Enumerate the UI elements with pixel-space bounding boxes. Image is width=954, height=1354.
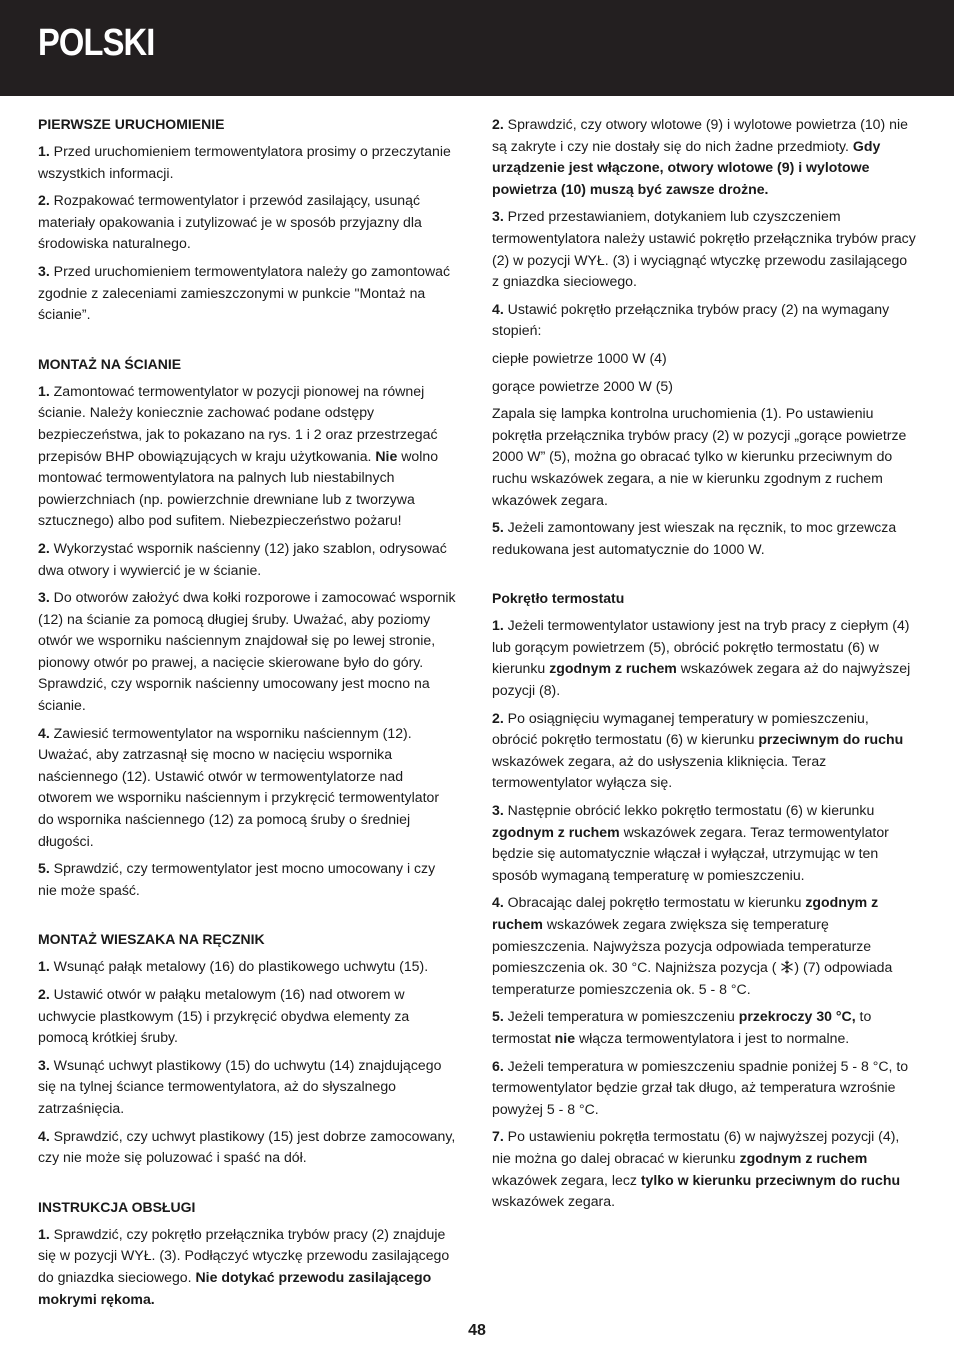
section-thermostat [492,588,916,1212]
paragraph: 1. Wsunąć pałąk metalowy (16) do plastikowego uchwytu (15). [38,958,429,975]
left-column [38,114,456,1316]
section-wall-mount [38,354,456,902]
paragraph: 1. Przed uruchomieniem termowentylatora prosimy o przeczytanie wszystkich informacji. [38,143,451,181]
section-heading: INSTRUKCJA OBSŁUGI [38,1198,196,1215]
paragraph: 3. Następnie obrócić lekko pokrętło termostatu (6) w kierunku zgodnym z ruchem wskazówek zegara. Teraz termowentylator będzie się automatycznie włączał i wyłączał, utrzymując w ten sposób wymaganą temperaturę w pomieszczeniu. [492,802,889,883]
paragraph: Zapala się lampka kontrolna uruchomienia (1). Po ustawieniu pokrętła przełącznika trybów pracy (2) w pozycji „gorące powietrze 2000 W” (5), można go obracać tylko w kierunku przeciwnym do ruchu wskazówek zegara, a nie w kierunku zgodnym z ruchem wkazówek zegara. [492,405,907,508]
paragraph: 2. Sprawdzić, czy otwory wlotowe (9) i wylotowe powietrza (10) nie są zakryte i czy nie dostały się do nich żadne przedmioty. Gdy urządzenie jest włączone, otwory wlotowe (9) i wylotowe powietrza (10) muszą być zawsze drożne. [492,116,908,197]
paragraph: 4. Zawiesić termowentylator na wsporniku naściennym (12). Uważać, aby zatrzasnął się mocno w nacięciu wspornika naściennego (12). Ustawić otwór w termowentylatorze nad otworem we wsporniku naściennym i przykręcić termowentylator do wspornika naściennego (12) za pomocą śruby o średniej długości. [38,724,440,849]
paragraph: 4. Ustawić pokrętło przełącznika trybów pracy (2) na wymagany stopień: [492,300,890,339]
option-hot-air: gorące powietrze 2000 W (5) [492,377,673,394]
page-header [0,0,954,96]
paragraph: 2. Po osiągnięciu wymaganej temperatury w pomieszczeniu, obrócić pokrętło termostatu (6) w kierunku przeciwnym do ruchu wskazówek zegara, aż do usłyszenia kliknięcia. Teraz termowentylator wyłącza się. [492,709,904,791]
paragraph: 5. Jeżeli zamontowany jest wieszak na ręcznik, to moc grzewcza redukowana jest automatycznie do 1000 W. [492,519,897,557]
paragraph: 1. Jeżeli termowentylator ustawiony jest na tryb pracy z ciepłym (4) lub gorącym powietrzem (5), obrócić pokrętło termostatu (6) w kierunku zgodnym z ruchem wskazówek zegara aż do najwyższej pozycji (8). [492,617,911,699]
paragraph: 3. Przed przestawianiem, dotykaniem lub czyszczeniem termowentylatora należy ustawić pokrętło przełącznika trybów pracy (2) w pozycji WYŁ. (3) i wyciągnąć wtyczkę przewodu zasilającego z gniazdka sieciowego. [492,208,916,290]
option-warm-air: ciepłe powietrze 1000 W (4) [492,349,667,366]
section-towel-rack [38,929,456,1168]
paragraph: 6. Jeżeli temperatura w pomieszczeniu spadnie poniżej 5 - 8 °C, to termowentylator będzie grzał tak długo, aż temperatura wzrośnie powyżej 5 - 8 °C. [492,1057,909,1117]
section-heading: PIERWSZE URUCHOMIENIE [38,116,225,132]
paragraph: 3. Do otworów założyć dwa kołki rozporowe i zamocować wspornik (12) na ścianie za pomocą długiej śruby. Uważać, aby poziomy otwór we wsporniku naściennym znajdował się po lewej stronie, pionowy otwór po prawej, a nacięcie skierowane było do góry. Sprawdzić, czy wspornik naścienny umocowany jest mocno na ścianie. [38,589,456,714]
snowflake-icon [780,960,794,974]
section-heading: MONTAŻ WIESZAKA NA RĘCZNIK [38,931,265,948]
page-number: 48 [468,1322,486,1339]
paragraph: 1. Zamontować termowentylator w pozycji pionowej na równej ścianie. Należy koniecznie zachować podane odstępy bezpieczeństwa, jak to pokazano na rys. 1 i 2 oraz przestrzegać przepisów BHP obowiązujących w kraju użytkowania. Nie wolno montować termowentylatora na palnych lub niestabilnych powierzchniach (np. powierzchnie drewniane lub z tworzywa sztucznego) albo pod sufitem. Niebezpieczeństwo pożaru! [38,382,439,529]
paragraph: 2. Wykorzystać wspornik naścienny (12) jako szablon, odrysować dwa otwory i wywiercić je w ścianie. [38,539,447,578]
paragraph: 7. Po ustawieniu pokrętła termostatu (6) w najwyższej pozycji (4), nie można go dalej obracać w kierunku zgodnym z ruchem wkazówek zegara, lecz tylko w kierunku przeciwnym do ruchu wskazówek zegara. [492,1128,901,1210]
section-operating-instructions [38,1197,456,1310]
paragraph: 3. Wsunąć uchwyt plastikowy (15) do uchwytu (14) znajdującego się na tylnej ściance termowentylatora, aż do słyszalnego zatrzaśnięcia. [38,1056,442,1116]
section-first-start [38,114,456,326]
paragraph: 4. Obracając dalej pokrętło termostatu w kierunku zgodnym z ruchem wskazówek zegara zwiększa się temperaturę pomieszczenia. Najwyższa pozycja odpowiada temperaturze pomieszczenia ok. 30 °C. Najniższa pozycja ( ) (7) odpowiada temperaturze pomieszczenia ok. 5 - 8 °C. [492,894,893,997]
paragraph: 1. Sprawdzić, czy pokrętło przełącznika trybów pracy (2) znajduje się w pozycji WYŁ. (3). Podłączyć wtyczkę przewodu zasilającego do gniazdka sieciowego. Nie dotykać przewodu zasilającego mokrymi rękoma. [38,1225,450,1307]
paragraph: 3. Przed uruchomieniem termowentylatora należy go zamontować zgodnie z zaleceniami zamieszczonymi w punkcie "Montaż na ścianie”. [38,262,451,323]
language-title: POLSKI [38,22,155,64]
section-heading: MONTAŻ NA ŚCIANIE [38,355,182,372]
paragraph: 5. Jeżeli temperatura w pomieszczeniu przekroczy 30 °C, to termostat nie włącza termowentylatora i jest to normalne. [492,1008,872,1046]
paragraph: 4. Sprawdzić, czy uchwyt plastikowy (15) jest dobrze zamocowany, czy nie może się poluzować i spaść na dół. [38,1127,456,1166]
paragraph: 2. Ustawić otwór w pałąku metalowym (16) nad otworem w uchwycie plastkowym (15) i przykręcić obydwa elementy za pomocą krótkiej śruby. [38,986,410,1046]
section-heading: Pokrętło termostatu [492,590,625,607]
paragraph: 2. Rozpakować termowentylator i przewód zasilający, usunąć materiały opakowania i zutylizować je w sposób przyjazny dla środowiska naturalnego. [38,192,422,252]
right-column [492,114,916,1219]
paragraph: 5. Sprawdzić, czy termowentylator jest mocno umocowany i czy nie może spaść. [38,860,436,898]
